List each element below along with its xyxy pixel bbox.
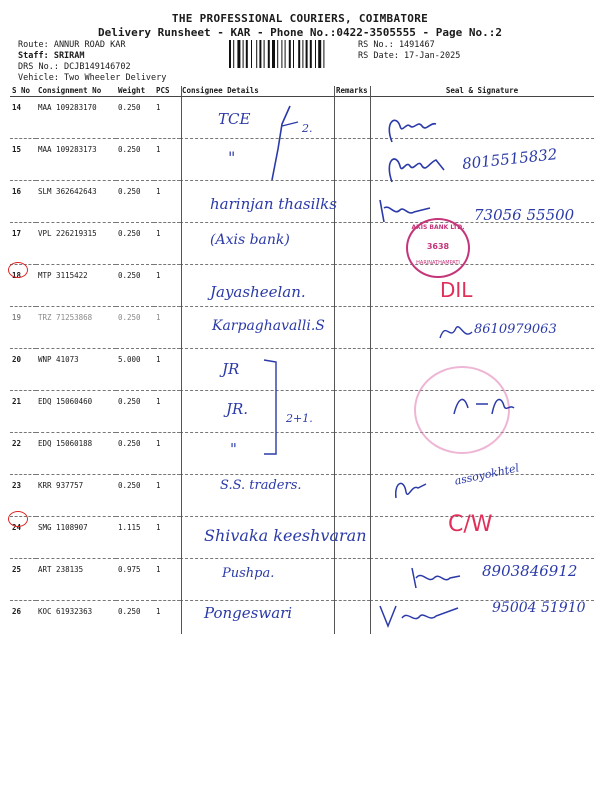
row-pcs: 1 — [154, 307, 180, 349]
col-sno: S No — [10, 84, 36, 97]
row-weight: 0.250 — [116, 265, 154, 307]
table-header-row — [10, 84, 594, 97]
row-remarks — [334, 265, 370, 307]
barcode-bar — [302, 40, 303, 68]
row-weight: 0.250 — [116, 181, 154, 223]
row-weight: 0.250 — [116, 139, 154, 181]
barcode-bar — [237, 40, 240, 68]
row-consignment: WNP 41073 — [36, 349, 116, 391]
barcode-bar — [281, 40, 282, 68]
handwritten-phone: 95004 51910 — [492, 600, 586, 616]
row-consignment: MAA 109283170 — [36, 97, 116, 139]
row-sno: 21 — [10, 391, 36, 433]
row-sno: 17 — [10, 223, 36, 265]
row-remarks — [334, 223, 370, 265]
row-sno: 22 — [10, 433, 36, 475]
handwritten-signature — [374, 600, 464, 630]
column-divider — [370, 86, 371, 634]
row-consignment: EDQ 15060460 — [36, 391, 116, 433]
barcode-bar — [268, 40, 270, 68]
row-weight: 0.250 — [116, 601, 154, 643]
drs-field: DRS No.: DCJB149146702 — [18, 62, 131, 72]
row-signature — [370, 265, 594, 307]
row-consignment: ART 238135 — [36, 559, 116, 601]
row-pcs: 1 — [154, 391, 180, 433]
barcode-bar — [229, 40, 231, 68]
row-sno: 20 — [10, 349, 36, 391]
handwritten-consignee: TCE — [218, 110, 251, 128]
bank-seal-stamp — [406, 218, 470, 278]
barcode-bar — [306, 40, 308, 68]
row-pcs: 1 — [154, 433, 180, 475]
handwritten-signature — [390, 474, 430, 504]
staff-field: Staff: SRIRAM — [18, 51, 85, 61]
row-weight: 0.250 — [116, 97, 154, 139]
row-weight: 0.250 — [116, 433, 154, 475]
row-remarks — [334, 475, 370, 517]
row-remarks — [334, 307, 370, 349]
barcode-bar — [264, 40, 265, 68]
row-weight: 1.115 — [116, 517, 154, 559]
row-sno: 23 — [10, 475, 36, 517]
handwritten-signature — [404, 562, 464, 592]
handwritten-consignee: JR — [222, 360, 240, 378]
handwritten-phone: 73056 55500 — [474, 206, 575, 224]
row-pcs: 1 — [154, 223, 180, 265]
handwritten-consignee: Pushpa. — [222, 566, 275, 581]
row-remarks — [334, 181, 370, 223]
barcode-bar — [285, 40, 286, 68]
row-pcs: 1 — [154, 181, 180, 223]
handwritten-consignee: (Axis bank) — [210, 232, 290, 248]
barcode-bar — [251, 40, 252, 68]
rs-date-field: RS Date: 17-Jan-2025 — [358, 51, 461, 61]
handwritten-consignee: " — [228, 148, 236, 167]
row-remarks — [334, 433, 370, 475]
handwritten-note: 2. — [302, 122, 313, 135]
red-circle-mark — [8, 262, 28, 278]
row-remarks — [334, 559, 370, 601]
barcode-bar — [318, 40, 321, 68]
route-field: Route: ANNUR ROAD KAR — [18, 40, 126, 50]
barcode-bar — [293, 40, 294, 68]
handwritten-signature: assoyokhtel — [453, 461, 521, 488]
handwritten-consignee: harinjan thasilks — [210, 195, 337, 213]
row-sno: 14 — [10, 97, 36, 139]
handwritten-consignee: Jayasheelan. — [210, 283, 306, 301]
row-weight: 0.250 — [116, 307, 154, 349]
handwritten-signature: DIL — [440, 278, 473, 302]
row-consignment: KOC 61932363 — [36, 601, 116, 643]
meta-right — [358, 40, 460, 62]
barcode-bar — [272, 40, 275, 68]
row-consignee — [180, 433, 334, 475]
row-sno: 15 — [10, 139, 36, 181]
col-consignment: Consignment No — [36, 84, 116, 97]
barcode-bar — [315, 40, 316, 68]
handwritten-signature — [436, 318, 476, 346]
row-pcs: 1 — [154, 265, 180, 307]
row-remarks — [334, 349, 370, 391]
table-row — [10, 475, 594, 517]
handwritten-consignee: S.S. traders. — [220, 478, 302, 493]
row-sno: 24 — [10, 517, 36, 559]
runsheet-subtitle: Delivery Runsheet - KAR - Phone No.:0422-3505555 - Page No.:2 — [98, 26, 502, 39]
row-remarks — [334, 97, 370, 139]
row-weight: 0.975 — [116, 559, 154, 601]
handwritten-signature — [448, 384, 518, 424]
row-pcs: 1 — [154, 97, 180, 139]
row-remarks — [334, 139, 370, 181]
barcode-bar — [323, 40, 324, 68]
barcode-bar — [277, 40, 278, 68]
handwritten-consignee: Shivaka keeshvaran — [204, 526, 367, 545]
row-weight: 5.000 — [116, 349, 154, 391]
row-pcs: 1 — [154, 559, 180, 601]
row-consignment: KRR 937757 — [36, 475, 116, 517]
column-divider — [334, 86, 335, 634]
col-weight: Weight — [116, 84, 154, 97]
handwritten-signature — [382, 112, 442, 148]
barcode-bar — [256, 40, 257, 68]
col-consignee: Consignee Details — [180, 84, 334, 97]
rs-number-field: RS No.: 1491467 — [358, 40, 435, 50]
col-signature: Seal & Signature — [370, 84, 594, 97]
row-consignment: VPL 226219315 — [36, 223, 116, 265]
row-consignee — [180, 349, 334, 391]
stamp-code: 3638 — [426, 242, 450, 251]
row-remarks — [334, 391, 370, 433]
handwritten-signature: C/W — [448, 512, 493, 537]
row-weight: 0.250 — [116, 223, 154, 265]
row-weight: 0.250 — [116, 391, 154, 433]
row-consignment: MAA 109283173 — [36, 139, 116, 181]
company-title: THE PROFESSIONAL COURIERS, COIMBATORE — [171, 12, 429, 25]
barcode-bar — [298, 40, 300, 68]
row-signature — [370, 223, 594, 265]
col-pcs: PCS — [154, 84, 180, 97]
barcode-bar — [289, 40, 291, 68]
handwritten-phone: 8903846912 — [482, 562, 578, 580]
row-sno: 16 — [10, 181, 36, 223]
barcode-bar — [246, 40, 248, 68]
handwritten-phone: 8610979063 — [474, 322, 557, 337]
row-consignment: MTP 3115422 — [36, 265, 116, 307]
handwritten-bracket — [262, 104, 302, 184]
vehicle-field: Vehicle: Two Wheeler Delivery — [18, 73, 167, 83]
row-pcs: 1 — [154, 349, 180, 391]
barcode — [228, 40, 350, 68]
barcode-bar — [259, 40, 261, 68]
handwritten-signature — [384, 150, 454, 186]
handwritten-phone: 8015515832 — [461, 145, 559, 173]
handwritten-consignee: " — [230, 440, 237, 458]
row-weight: 0.250 — [116, 475, 154, 517]
col-remarks: Remarks — [334, 84, 370, 97]
row-sno: 18 — [10, 265, 36, 307]
handwritten-consignee: Pongeswari — [204, 604, 293, 622]
barcode-bar — [233, 40, 234, 68]
row-pcs: 1 — [154, 601, 180, 643]
row-sno: 19 — [10, 307, 36, 349]
meta-left — [18, 40, 166, 84]
column-divider — [181, 86, 182, 634]
handwritten-bracket — [262, 358, 284, 458]
barcode-bar — [310, 40, 312, 68]
row-consignment: SLM 362642643 — [36, 181, 116, 223]
barcode-bar — [243, 40, 244, 68]
stamp-text: AXIS BANK LTD. — [411, 224, 465, 231]
row-remarks — [334, 601, 370, 643]
row-sno: 26 — [10, 601, 36, 643]
row-sno: 25 — [10, 559, 36, 601]
handwritten-consignee: JR. — [226, 400, 249, 418]
row-consignment: SMG 1108907 — [36, 517, 116, 559]
stamp-branch: HARINATHAMPATI — [416, 260, 460, 266]
red-circle-mark — [8, 511, 28, 527]
table-row — [10, 223, 594, 265]
row-pcs: 1 — [154, 517, 180, 559]
handwritten-consignee: Karpaghavalli.S — [212, 318, 325, 334]
row-consignee — [180, 139, 334, 181]
row-pcs: 1 — [154, 475, 180, 517]
row-consignment: EDQ 15060188 — [36, 433, 116, 475]
row-consignment: TRZ 71253868 — [36, 307, 116, 349]
handwritten-note: 2+1. — [286, 412, 313, 425]
row-pcs: 1 — [154, 139, 180, 181]
